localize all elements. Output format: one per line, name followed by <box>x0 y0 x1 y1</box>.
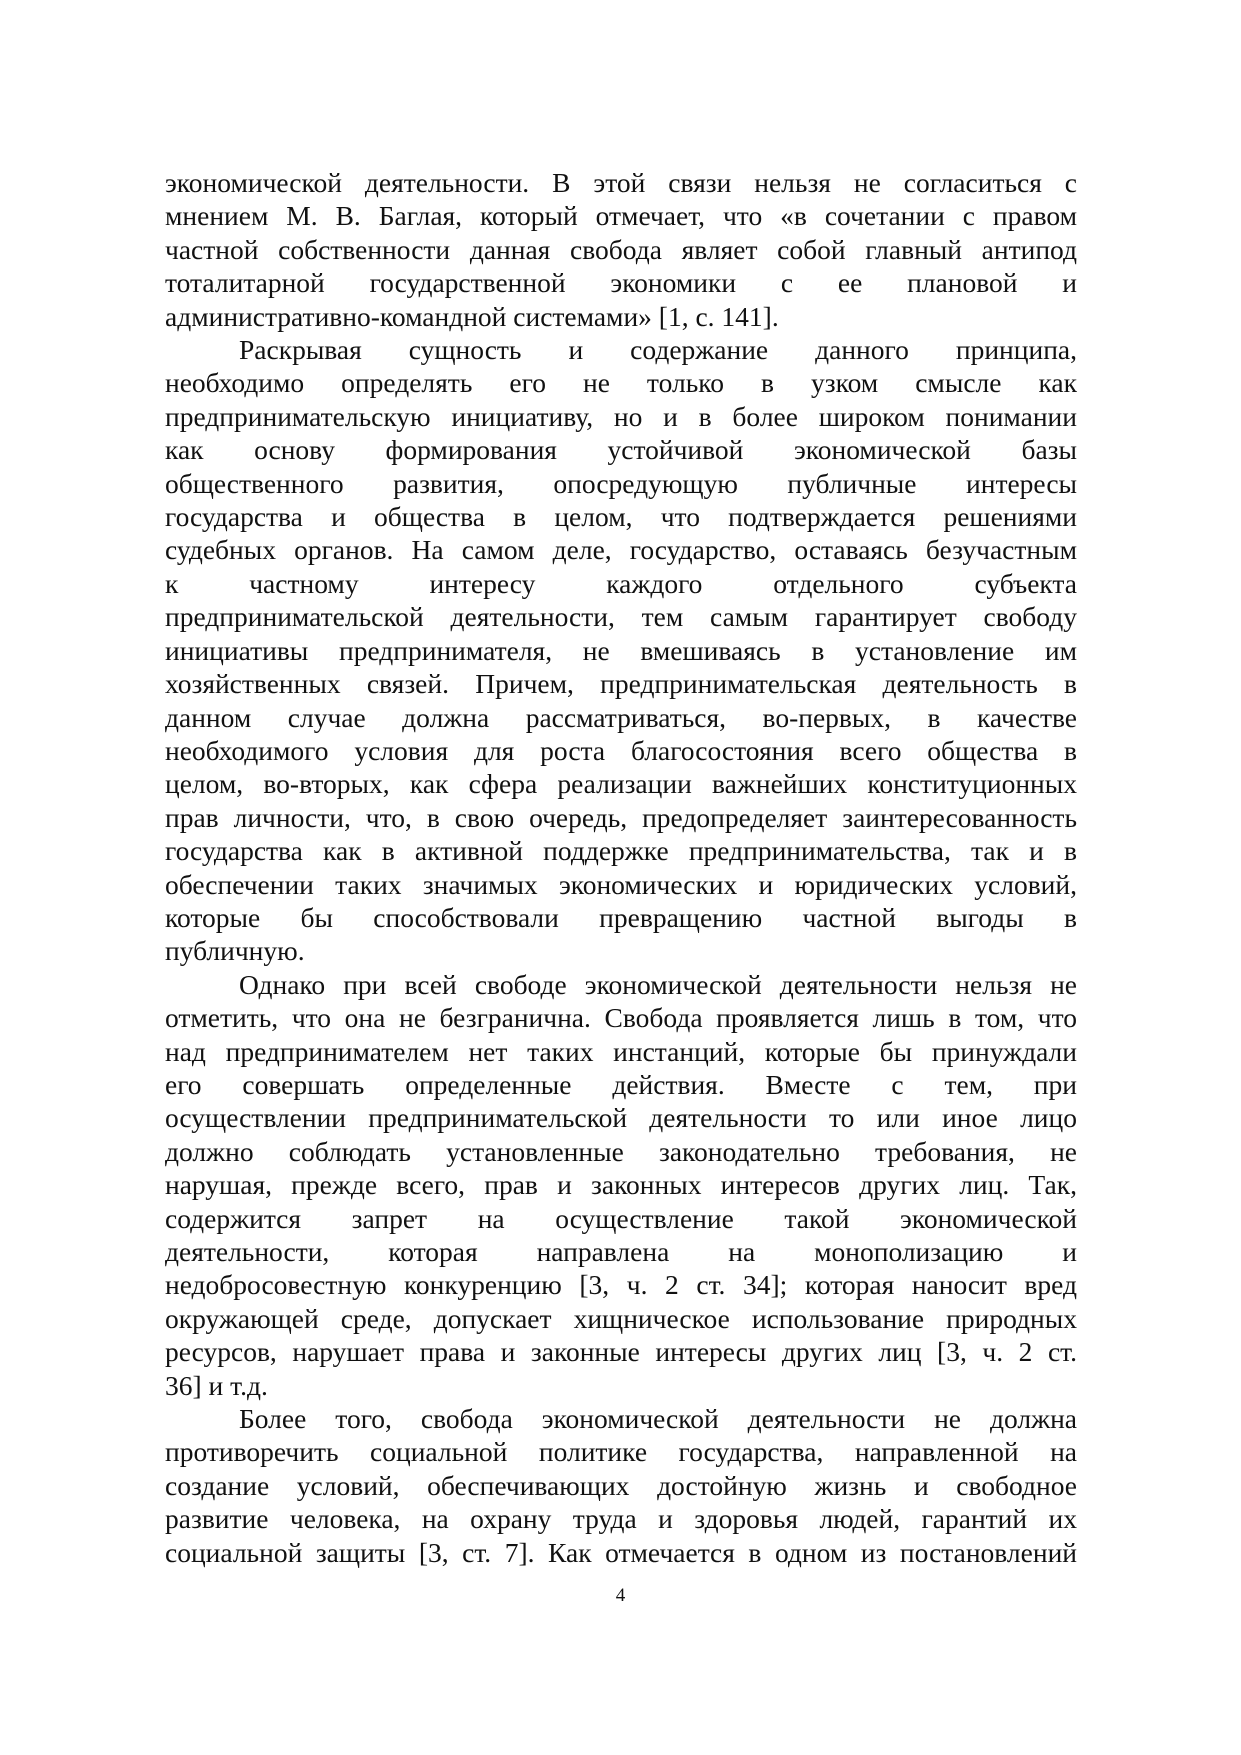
text-line: отметить, что она не безгранична. Свобода проявляется лишь в том, что <box>165 1002 1077 1034</box>
text-line: Раскрывая сущность и содержание данного принципа, <box>239 334 1077 366</box>
text-line: как основу формирования устойчивой экономической базы <box>165 434 1077 466</box>
text-line: недобросовестную конкуренцию [3, ч. 2 ст. 34]; которая наносит вред <box>165 1269 1077 1301</box>
text-line: тоталитарной государственной экономики с ее плановой и <box>165 267 1077 299</box>
text-line: обеспечении таких значимых экономических и юридических условий, <box>165 868 1077 900</box>
paragraph <box>165 333 1077 968</box>
text-line: 36] и т.д. <box>165 1369 268 1401</box>
text-line: развитие человека, на охрану труда и здоровья людей, гарантий их <box>165 1503 1077 1535</box>
page-number: 4 <box>615 1585 626 1606</box>
text-line: необходимо определять его не только в узком смысле как <box>165 367 1077 399</box>
text-line: общественного развития, опосредующую публичные интересы <box>165 467 1077 499</box>
text-line: его совершать определенные действия. Вместе с тем, при <box>165 1068 1077 1100</box>
text-line: публичную. <box>165 935 305 967</box>
text-line: нарушая, прежде всего, прав и законных интересов других лиц. Так, <box>165 1169 1077 1201</box>
text-line: над предпринимателем нет таких инстанций, которые бы принуждали <box>165 1035 1077 1067</box>
text-line: административно-командной системами» [1, с. 141]. <box>165 300 779 332</box>
text-line: инициативы предпринимателя, не вмешиваясь в установление им <box>165 634 1077 666</box>
text-line: осуществлении предпринимательской деятельности то или иное лицо <box>165 1102 1077 1134</box>
text-line: ресурсов, нарушает права и законные интересы других лиц [3, ч. 2 ст. <box>165 1336 1077 1368</box>
text-line: данном случае должна рассматриваться, во-первых, в качестве <box>165 701 1077 733</box>
paragraph <box>165 1402 1077 1569</box>
text-line: деятельности, которая направлена на монополизацию и <box>165 1236 1077 1267</box>
paragraph <box>165 166 1077 333</box>
text-line: должно соблюдать установленные законодательно требования, не <box>165 1135 1077 1167</box>
text-line: судебных органов. На самом деле, государство, оставаясь безучастным <box>165 534 1077 566</box>
text-line: Однако при всей свободе экономической деятельности нельзя не <box>239 968 1077 1000</box>
text-line: частной собственности данная свобода являет собой главный антипод <box>165 233 1077 265</box>
text-line: целом, во-вторых, как сфера реализации важнейших конституционных <box>165 768 1077 800</box>
text-line: содержится запрет на осуществление такой экономической <box>165 1202 1077 1234</box>
text-line: государства как в активной поддержке предпринимательства, так и в <box>165 835 1077 867</box>
text-line: предпринимательскую инициативу, но и в более широком понимании <box>165 400 1077 432</box>
text-line: противоречить социальной политике государства, направленной на <box>165 1436 1077 1468</box>
paragraph <box>165 968 1077 1402</box>
body-text <box>165 166 1077 1569</box>
text-line: мнением М. В. Баглая, который отмечает, что «в сочетании с правом <box>165 200 1077 232</box>
text-line: Более того, свобода экономической деятельности не должна <box>239 1403 1077 1435</box>
text-line: государства и общества в целом, что подтверждается решениями <box>165 501 1077 533</box>
text-line: к частному интересу каждого отдельного субъекта <box>165 567 1077 599</box>
text-line: необходимого условия для роста благосостояния всего общества в <box>165 734 1077 766</box>
text-line: окружающей среде, допускает хищническое использование природных <box>165 1302 1077 1334</box>
document-page <box>165 166 1077 1569</box>
text-line: которые бы способствовали превращению частной выгоды в <box>165 901 1077 933</box>
text-line: хозяйственных связей. Причем, предпринимательская деятельность в <box>165 668 1077 700</box>
text-line: предпринимательской деятельности, тем самым гарантирует свободу <box>165 601 1077 633</box>
text-line: экономической деятельности. В этой связи нельзя не согласиться с <box>165 167 1077 198</box>
text-line: прав личности, что, в свою очередь, предопределяет заинтересованность <box>165 801 1077 833</box>
text-line: создание условий, обеспечивающих достойную жизнь и свободное <box>165 1469 1077 1501</box>
text-line: социальной защиты [3, ст. 7]. Как отмечается в одном из постановлений <box>165 1536 1077 1568</box>
